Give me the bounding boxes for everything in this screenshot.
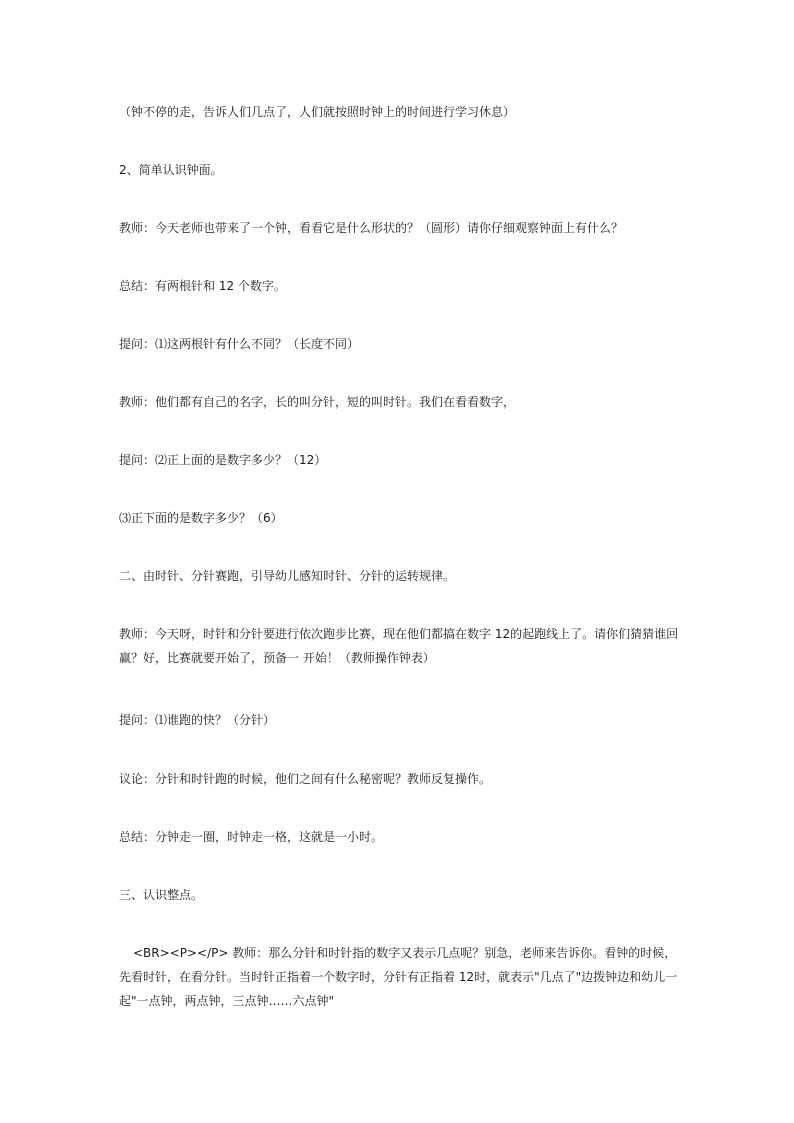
paragraph-clock-purpose: （钟不停的走，告诉人们几点了，人们就按照时钟上的时间进行学习休息） [119,105,516,119]
paragraph-teacher-names: 教师：他们都有自己的名字，长的叫分针，短的叫时针。我们在看看数字， [119,395,516,409]
paragraph-summary-hour: 总结：分钟走一圈，时钟走一格，这就是一小时。 [119,830,384,844]
paragraph-discussion: 议论：分针和时针跑的时候，他们之间有什么秘密呢？教师反复操作。 [119,772,492,786]
heading-whole-hours: 三、认识整点。 [119,888,204,902]
paragraph-teacher-shape: 教师：今天老师也带来了一个钟，看看它是什么形状的？（圆形）请你仔细观察钟面上有什么？ [119,221,624,235]
paragraph-question-3: ⑶正下面的是数字多少？（6） [119,511,283,525]
paragraph-question-1: 提问：⑴这两根针有什么不同？（长度不同） [119,337,360,351]
heading-clock-face: 2、简单认识钟面。 [119,163,223,177]
paragraph-question-2: 提问：⑵正上面的是数字多少？（12） [119,453,327,467]
paragraph-question-faster: 提问：⑴谁跑的快？（分针） [119,713,276,727]
paragraph-summary-hands: 总结：有两根针和 12 个数字。 [119,279,286,293]
paragraph-teacher-whole-hour: <BR><P></P> 教师：那么分针和时针指的数字又表示几点呢？别急，老师来告诉你。看钟的时候，先看时针，在看分针。当时针正指着一个数字时，分针有正指着 12时，就表示"几点了"边拨钟边和幼儿一起"一点钟，两点钟，三点钟……六点钟" [119,946,678,1008]
paragraph-teacher-race: 教师：今天呀，时针和分针要进行依次跑步比赛，现在他们都搞在数字 12的起跑线上了。请你们猜猜谁回赢？好，比赛就要开始了，预备一 开始！（教师操作钟表） [119,627,679,665]
heading-hands-race: 二、由时针、分针赛跑，引导幼儿感知时针、分针的运转规律。 [119,569,456,583]
